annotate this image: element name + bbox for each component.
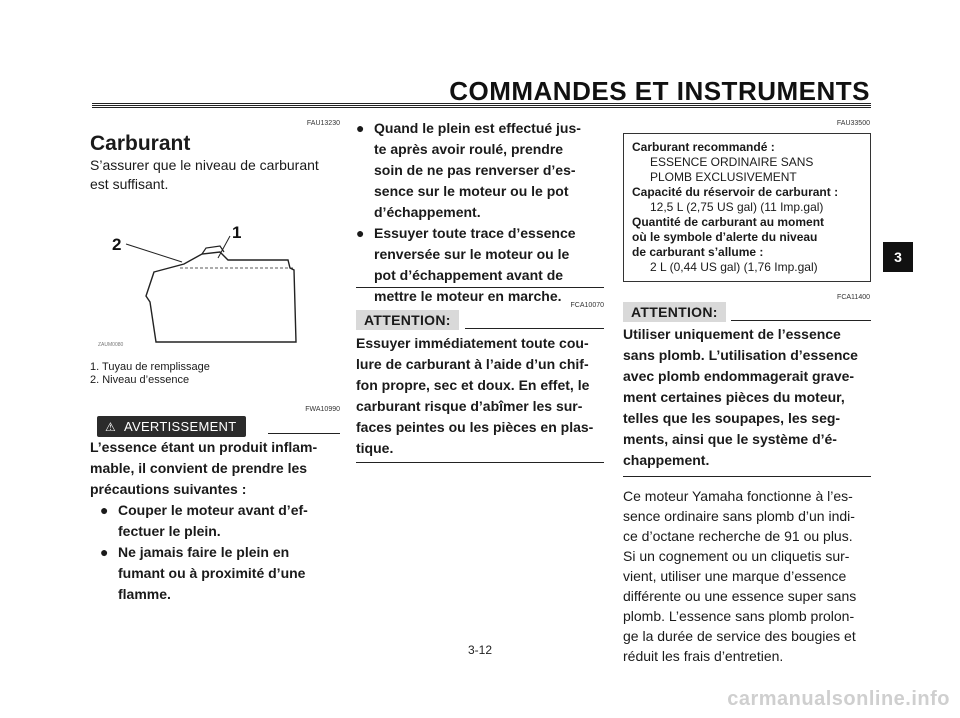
caption-line: 2. Niveau d’essence xyxy=(90,374,190,386)
text-line: Utiliser uniquement de l’essence xyxy=(623,326,841,342)
text-line: fectuer le plein. xyxy=(118,523,221,539)
section-heading: Carburant xyxy=(90,132,191,155)
text-line: fon propre, sec et doux. En effet, le xyxy=(356,377,590,393)
attention-text xyxy=(356,333,608,459)
spec-label: Quantité de carburant au moment xyxy=(632,215,825,229)
text-line: S’assurer que le niveau de carburant xyxy=(90,157,319,173)
ref-code: FAU13230 xyxy=(306,120,340,127)
page-number: 3-12 xyxy=(467,643,493,657)
text-line: Essuyer immédiatement toute cou- xyxy=(356,335,589,351)
text-line: te après avoir roulé, prendre xyxy=(374,141,564,157)
text-line: sence ordinaire sans plomb d’un indi- xyxy=(623,508,855,524)
attention-end-rule xyxy=(623,476,871,477)
ref-code: FWA10990 xyxy=(305,406,340,413)
chapter-tab[interactable]: 3 xyxy=(883,242,913,272)
spec-value: 12,5 L (2,75 US gal) (11 Imp.gal) xyxy=(650,200,824,214)
warning-bullet xyxy=(90,542,342,605)
fuel-tank-figure xyxy=(98,222,310,350)
ref-code: FCA11400 xyxy=(837,294,870,301)
intro-text xyxy=(90,156,340,194)
warning-bullet xyxy=(356,118,606,223)
attention-badge: ATTENTION: xyxy=(356,310,459,330)
attention-badge: ATTENTION: xyxy=(623,302,726,322)
text-line: est suffisant. xyxy=(90,176,169,192)
text-line: chappement. xyxy=(623,452,710,468)
text-line: lure de carburant à l’aide d’un chif- xyxy=(356,356,589,372)
header-rule xyxy=(92,103,871,106)
fuel-tank-drawing xyxy=(98,222,310,350)
spec-value: ESSENCE ORDINAIRE SANS xyxy=(650,155,814,169)
warning-label: AVERTISSEMENT xyxy=(123,419,237,434)
spec-label: de carburant s’allume : xyxy=(632,245,764,259)
text-line: tique. xyxy=(356,440,394,456)
ref-code: FCA10070 xyxy=(570,302,604,309)
fuel-paragraph xyxy=(623,486,875,666)
page-header-title: COMMANDES ET INSTRUMENTS xyxy=(449,76,870,106)
fuel-spec-box xyxy=(623,133,871,282)
bullet-icon: ● xyxy=(356,225,365,241)
warning-badge xyxy=(97,416,246,437)
spec-value: 2 L (0,44 US gal) (1,76 Imp.gal) xyxy=(650,260,818,274)
figure-captions xyxy=(90,361,340,387)
text-line: faces peintes ou les pièces en plas- xyxy=(356,419,594,435)
text-line: sans plomb. L’utilisation d’essence xyxy=(623,347,858,363)
bullet-icon: ● xyxy=(100,502,109,518)
figure-callout-1: 1 xyxy=(232,223,242,242)
text-line: ce d’octane recherche de 91 ou plus. xyxy=(623,528,853,544)
header-rule-thin xyxy=(92,107,871,108)
warning-continued xyxy=(356,118,606,307)
watermark: carmanualsonline.info xyxy=(727,688,950,710)
text-line: ments, ainsi que le système d’é- xyxy=(623,431,837,447)
text-line: sence sur le moteur ou le pot xyxy=(374,183,569,199)
warning-end-rule xyxy=(356,287,604,288)
text-line: Quand le plein est effectué jus- xyxy=(374,120,581,136)
text-line: fumant ou à proximité d’une xyxy=(118,565,306,581)
spec-label: Capacité du réservoir de carburant : xyxy=(632,185,839,199)
text-line: mettre le moteur en marche. xyxy=(374,288,562,304)
text-line: L’essence étant un produit inflam- xyxy=(90,439,318,455)
ref-code: FAU33500 xyxy=(836,120,870,127)
text-line: précautions suivantes : xyxy=(90,481,247,497)
bullet-icon: ● xyxy=(356,120,365,136)
attention-end-rule xyxy=(356,462,604,463)
text-line: ge la durée de service des bougies et xyxy=(623,628,856,644)
warning-icon: ⚠ xyxy=(105,420,117,434)
text-line: renversée sur le moteur ou le xyxy=(374,246,570,262)
text-line: carburant risque d’abîmer les sur- xyxy=(356,398,583,414)
warning-text xyxy=(90,437,342,605)
warning-rule xyxy=(268,433,340,434)
attention-rule xyxy=(465,328,604,329)
text-line: ment certaines pièces du moteur, xyxy=(623,389,845,405)
warning-bullet xyxy=(90,500,342,542)
text-line: différente ou une essence super sans xyxy=(623,588,857,604)
text-line: mable, il convient de prendre les xyxy=(90,460,308,476)
attention-text xyxy=(623,324,875,471)
figure-callout-2: 2 xyxy=(112,235,122,254)
text-line: Essuyer toute trace d’essence xyxy=(374,225,576,241)
text-line: avec plomb endommagerait grave- xyxy=(623,368,855,384)
text-line: pot d’échappement avant de xyxy=(374,267,564,283)
text-line: Couper le moteur avant d’ef- xyxy=(118,502,308,518)
text-line: soin de ne pas renverser d’es- xyxy=(374,162,576,178)
figure-image-code: ZAUM0080 xyxy=(98,342,124,348)
text-line: vient, utiliser une marque d’essence xyxy=(623,568,847,584)
spec-label: où le symbole d’alerte du niveau xyxy=(632,230,818,244)
text-line: Ce moteur Yamaha fonctionne à l’es- xyxy=(623,488,853,504)
caption-line: 1. Tuyau de remplissage xyxy=(90,361,210,373)
text-line: Ne jamais faire le plein en xyxy=(118,544,290,560)
bullet-icon: ● xyxy=(100,544,109,560)
text-line: d’échappement. xyxy=(374,204,481,220)
text-line: flamme. xyxy=(118,586,171,602)
text-line: plomb. L’essence sans plomb prolon- xyxy=(623,608,855,624)
spec-value: PLOMB EXCLUSIVEMENT xyxy=(650,170,797,184)
warning-bullet xyxy=(356,223,606,307)
spec-label: Carburant recommandé : xyxy=(632,140,775,154)
text-line: Si un cognement ou un cliquetis sur- xyxy=(623,548,850,564)
text-line: telles que les soupapes, les seg- xyxy=(623,410,841,426)
attention-rule xyxy=(731,320,871,321)
text-line: réduit les frais d’entretien. xyxy=(623,648,784,664)
